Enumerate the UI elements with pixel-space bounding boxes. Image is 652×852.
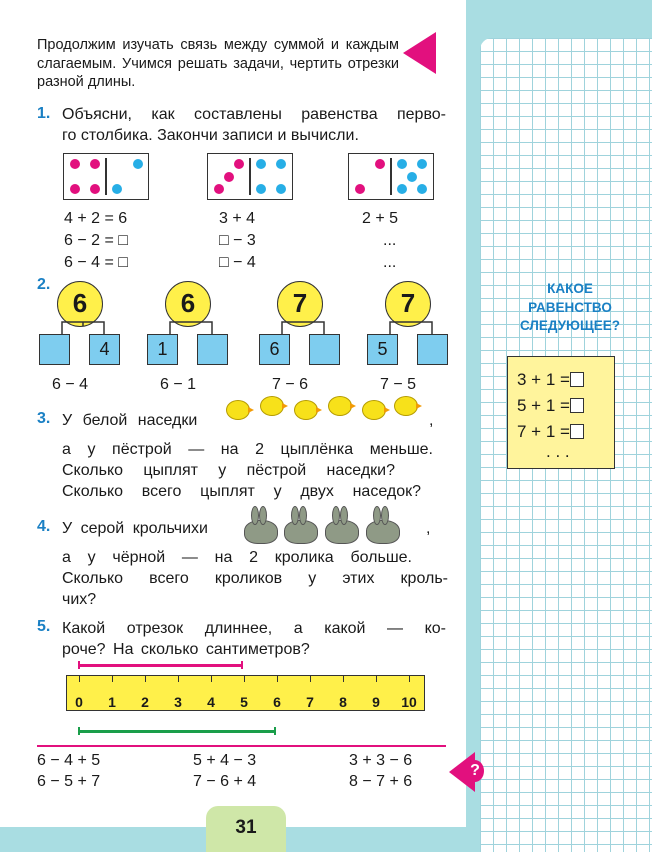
ruler-label: 10 xyxy=(401,694,417,710)
ruler-tick xyxy=(178,676,179,682)
tree-3-right-box[interactable] xyxy=(309,334,340,365)
rabbit-icon xyxy=(366,520,400,544)
task-5-number: 5. xyxy=(37,618,51,635)
side-row-1: 3 + 1 = xyxy=(517,369,584,391)
ruler-tick xyxy=(211,676,212,682)
task-1-line-1: Объясни, как составлены равенства перво- xyxy=(62,106,446,123)
rabbit-icon xyxy=(325,520,359,544)
domino-1 xyxy=(63,153,149,200)
t1-col1-row3: 6 − 4 = □ xyxy=(64,254,128,271)
t1-col3-row3: ... xyxy=(383,254,397,271)
chick-icon xyxy=(362,400,386,420)
t1-col2-row3: □ − 4 xyxy=(219,254,256,271)
chick-icon xyxy=(328,396,352,416)
tree-3-left-box[interactable]: 6 xyxy=(259,334,290,365)
ruler-label: 9 xyxy=(372,694,380,710)
task-5-line-2: роче? На сколько сантиметров? xyxy=(62,641,310,658)
t1-col1-row1: 4 + 2 = 6 xyxy=(64,210,128,227)
segment-pink xyxy=(78,664,243,667)
rabbit-icon xyxy=(284,520,318,544)
bottom-col3-row1: 3 + 3 − 6 xyxy=(349,752,413,769)
tree-2-right-box[interactable] xyxy=(197,334,228,365)
task-5-line-1: Какой отрезок длиннее, а какой — ко- xyxy=(62,620,446,637)
tree-1-top: 6 xyxy=(57,281,103,327)
task-4-number: 4. xyxy=(37,518,51,535)
ruler-tick xyxy=(409,676,410,682)
task-4-line-2: а у чёрной — на 2 кролика больше. xyxy=(62,549,412,566)
task-3-line-3: Сколько цыплят у пёстрой наседки? xyxy=(62,462,395,479)
ruler-tick xyxy=(244,676,245,682)
rabbit-icon xyxy=(244,520,278,544)
side-title-line-3: СЛЕДУЮЩЕЕ? xyxy=(519,318,620,333)
bottom-col2-row1: 5 + 4 − 3 xyxy=(193,752,257,769)
tree-1-right-box[interactable]: 4 xyxy=(89,334,120,365)
side-title-line-2: РАВЕНСТВО xyxy=(528,299,612,315)
task-3-line-2: а у пёстрой — на 2 цыплёнка меньше. xyxy=(62,441,433,458)
tree-3-top: 7 xyxy=(277,281,323,327)
task-2-number: 2. xyxy=(37,276,51,293)
bottom-col1-row2: 6 − 5 + 7 xyxy=(37,773,101,790)
t1-col3-row2: ... xyxy=(383,232,397,249)
task-4-line-1: У серой крольчихи xyxy=(62,520,208,537)
ruler-label: 3 xyxy=(174,694,182,710)
domino-3 xyxy=(348,153,434,200)
page-number: 31 xyxy=(206,806,286,852)
ruler-tick xyxy=(145,676,146,682)
t1-col3-row1: 2 + 5 xyxy=(362,210,399,227)
segment-green xyxy=(78,730,276,733)
ruler-tick xyxy=(343,676,344,682)
ruler-label: 5 xyxy=(240,694,248,710)
ruler xyxy=(66,675,425,711)
side-row-3: 7 + 1 = xyxy=(517,421,584,443)
ruler-label: 8 xyxy=(339,694,347,710)
domino-2 xyxy=(207,153,293,200)
ruler-label: 4 xyxy=(207,694,215,710)
t1-col2-row1: 3 + 4 xyxy=(219,210,256,227)
question-mark-icon: ? xyxy=(466,760,484,782)
tree-2-left-box[interactable]: 1 xyxy=(147,334,178,365)
tree-4-right-box[interactable] xyxy=(417,334,448,365)
tree-1-left-box[interactable] xyxy=(39,334,70,365)
chick-icon xyxy=(394,396,418,416)
ruler-label: 0 xyxy=(75,694,83,710)
tree-1-expr: 6 − 4 xyxy=(52,376,89,393)
side-card xyxy=(507,356,615,469)
task-3-line-1: У белой наседки xyxy=(62,412,198,429)
side-dots: . . . xyxy=(546,442,570,461)
bottom-col1-row1: 6 − 4 + 5 xyxy=(37,752,101,769)
side-title xyxy=(490,280,650,336)
ruler-tick xyxy=(310,676,311,682)
bottom-col2-row2: 7 − 6 + 4 xyxy=(193,773,257,790)
ruler-label: 6 xyxy=(273,694,281,710)
ruler-tick xyxy=(112,676,113,682)
task-3-line-4: Сколько всего цыплят у двух наседок? xyxy=(62,483,421,500)
tree-2-expr: 6 − 1 xyxy=(160,376,197,393)
task-4-line-3: Сколько всего кроликов у этих кроль- xyxy=(62,570,448,587)
intro-text: Продолжим изучать связь между суммой и каждым слагаемым. Учимся решать задачи, чертить отрезки разной длины. xyxy=(37,37,399,90)
chick-icon xyxy=(294,400,318,420)
task-4-comma: , xyxy=(426,520,431,537)
t1-col2-row2: □ − 3 xyxy=(219,232,256,249)
pointer-triangle-icon xyxy=(403,32,436,74)
t1-col1-row2: 6 − 2 = □ xyxy=(64,232,128,249)
ruler-label: 2 xyxy=(141,694,149,710)
chick-icon xyxy=(260,396,284,416)
side-title-line-1: КАКОЕ xyxy=(547,281,593,296)
divider-line xyxy=(37,745,446,747)
ruler-tick xyxy=(376,676,377,682)
task-3-number: 3. xyxy=(37,410,51,427)
bottom-col3-row2: 8 − 7 + 6 xyxy=(349,773,413,790)
chick-icon xyxy=(226,400,250,420)
task-4-line-4: чих? xyxy=(62,591,97,608)
side-row-2: 5 + 1 = xyxy=(517,395,584,417)
ruler-tick xyxy=(277,676,278,682)
ruler-tick xyxy=(79,676,80,682)
ruler-label: 1 xyxy=(108,694,116,710)
tree-4-top: 7 xyxy=(385,281,431,327)
tree-3-expr: 7 − 6 xyxy=(272,376,309,393)
task-1-number: 1. xyxy=(37,105,51,122)
task-3-comma: , xyxy=(429,412,434,429)
ruler-label: 7 xyxy=(306,694,314,710)
task-1-line-2: го столбика. Закончи записи и вычисли. xyxy=(62,127,359,144)
tree-4-expr: 7 − 5 xyxy=(380,376,417,393)
tree-2-top: 6 xyxy=(165,281,211,327)
tree-4-left-box[interactable]: 5 xyxy=(367,334,398,365)
